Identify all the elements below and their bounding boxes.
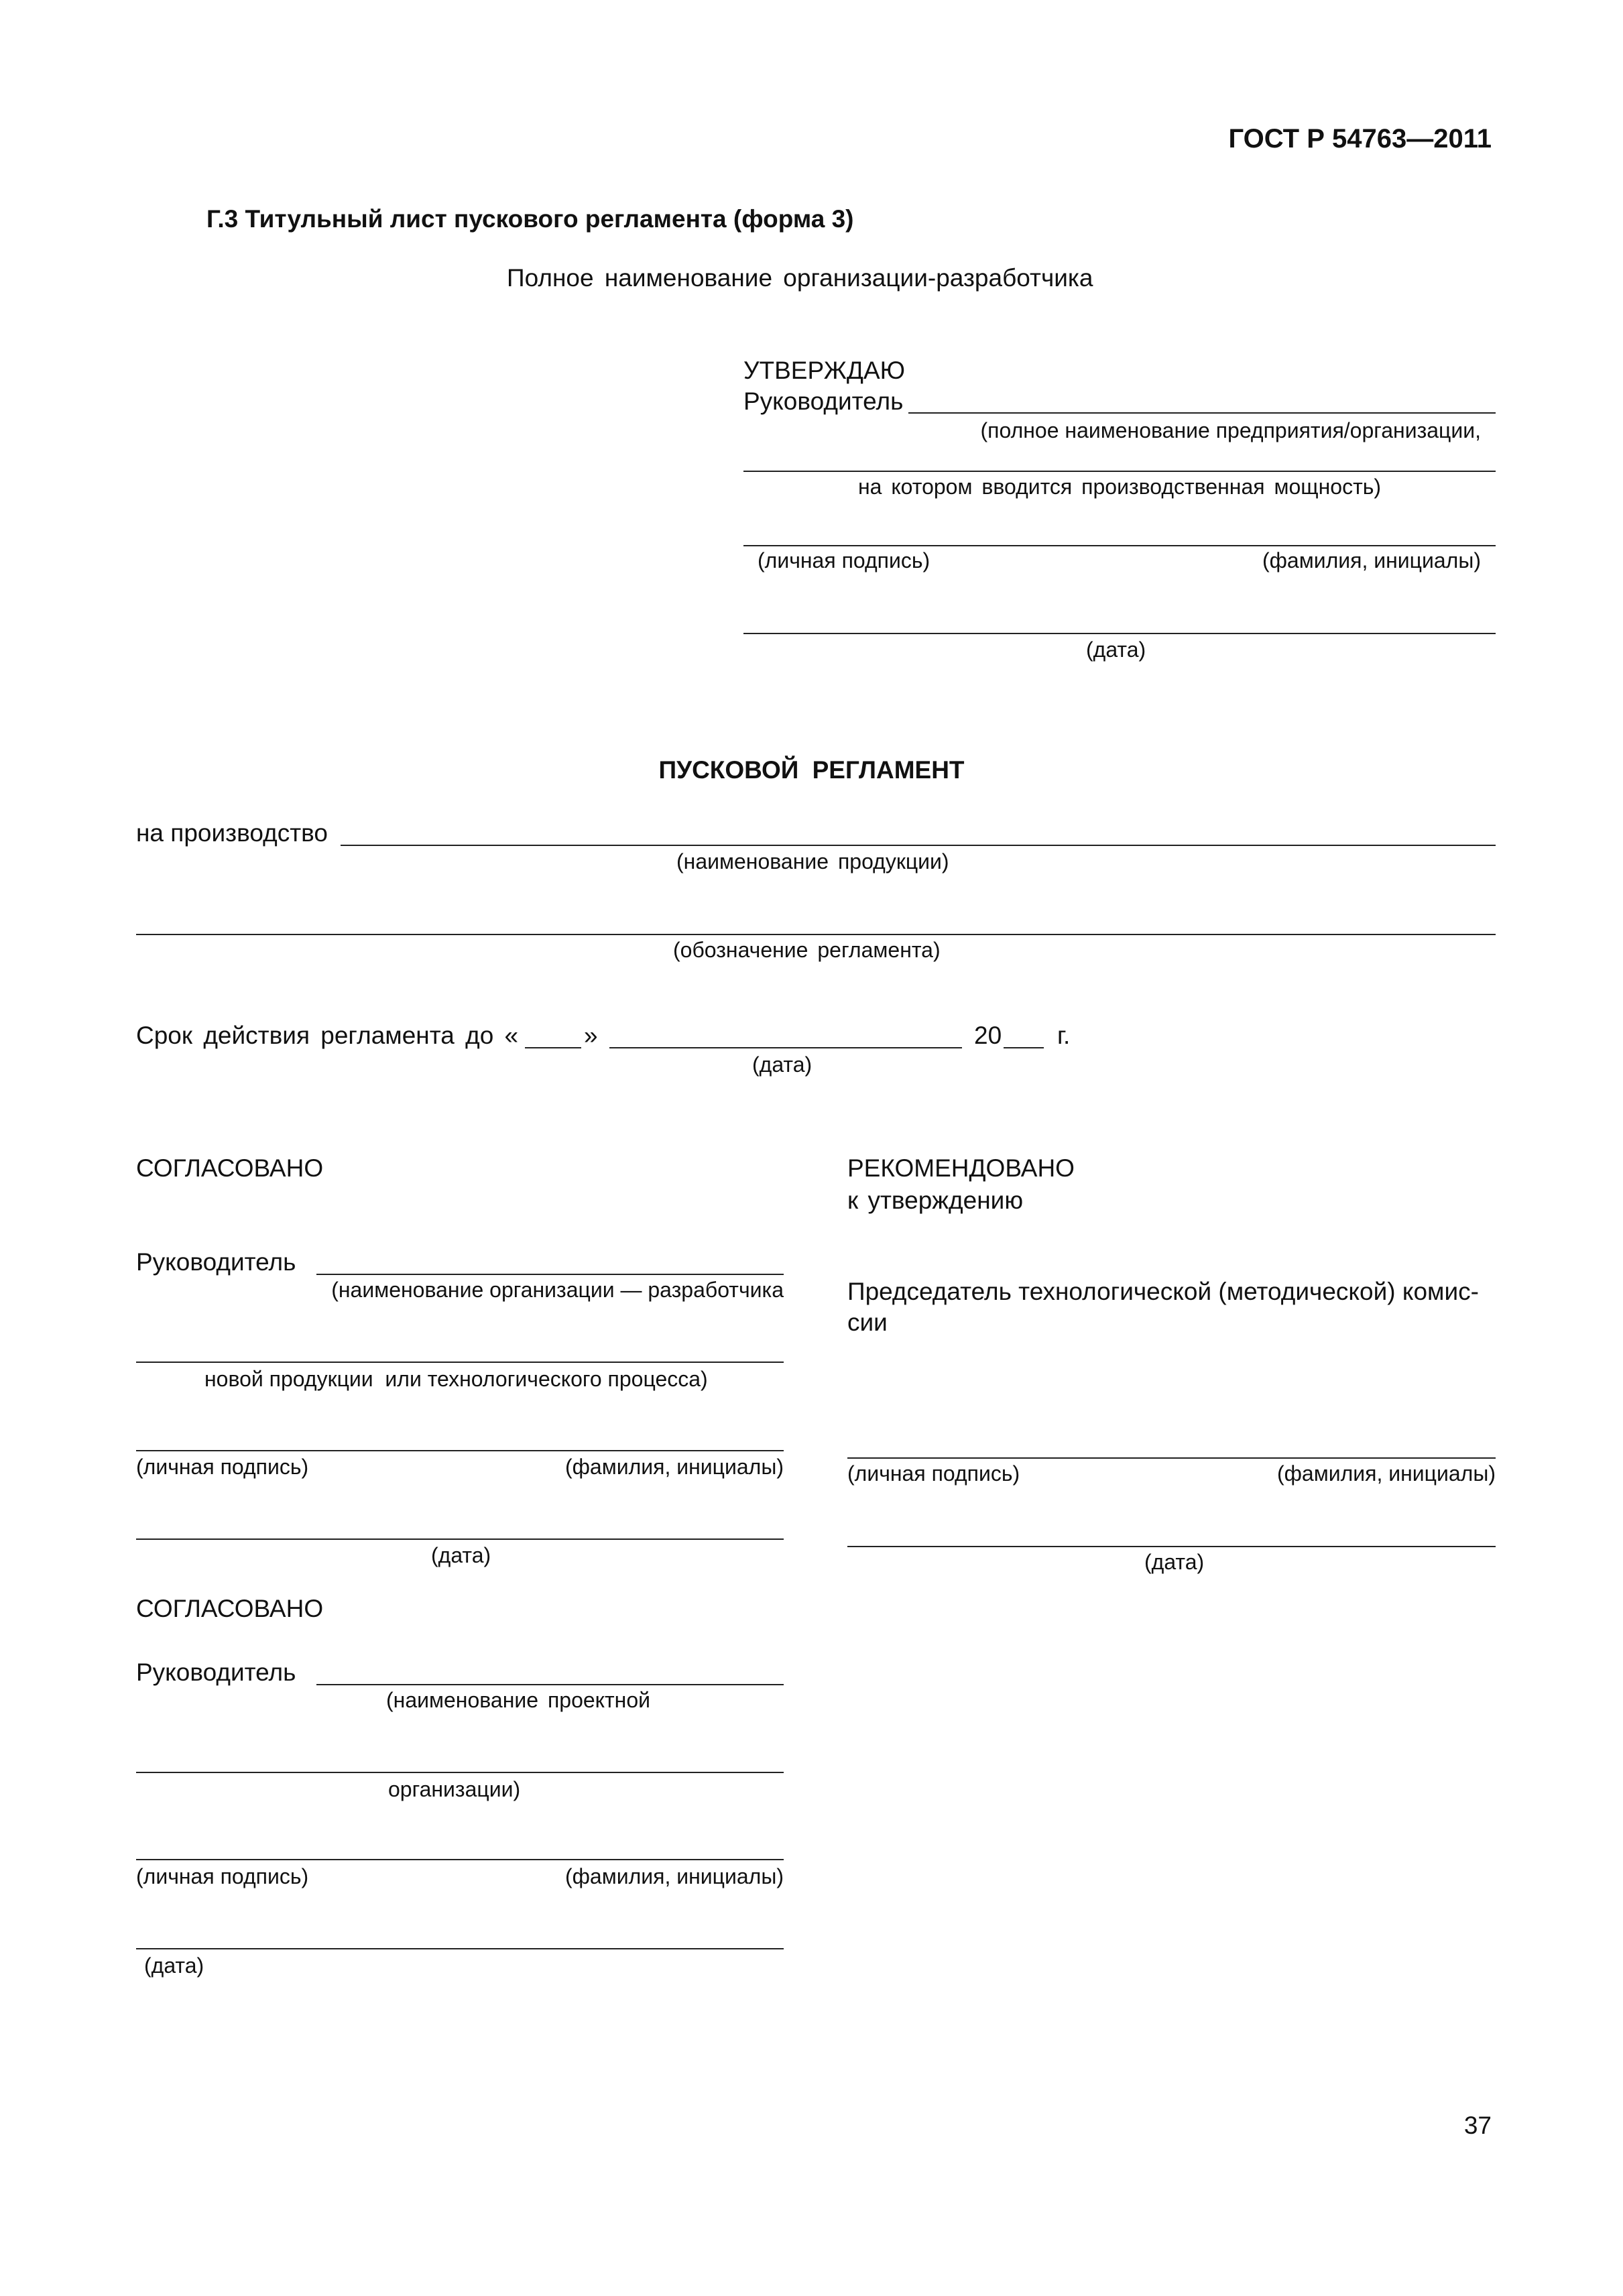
section-title: Г.3 Титульный лист пускового регламента (форма 3)	[206, 205, 854, 233]
approve-caption-org-2: на котором вводится производственная мощность)	[857, 475, 1382, 499]
approve-title: УТВЕРЖДАЮ	[743, 357, 906, 384]
recommended-caption-signature: (личная подпись)	[847, 1461, 1020, 1486]
agreed-1-head-label: Руководитель	[136, 1248, 296, 1276]
approve-head-label: Руководитель	[743, 387, 904, 415]
approve-head-line[interactable]	[908, 412, 1496, 414]
agreed-1-caption-date: (дата)	[431, 1543, 491, 1567]
agreed-1-org-line[interactable]	[136, 1362, 784, 1363]
agreed-1-caption-name: (фамилия, инициалы)	[564, 1455, 784, 1479]
agreed-2-caption-name: (фамилия, инициалы)	[564, 1864, 784, 1888]
agreed-2-caption-org-1: (наименование проектной	[386, 1688, 651, 1712]
agreed-2-head-label: Руководитель	[136, 1658, 296, 1686]
approve-date-line[interactable]	[743, 633, 1496, 634]
approve-signature-line[interactable]	[743, 545, 1496, 546]
approve-caption-signature: (личная подпись)	[758, 548, 930, 572]
agreed-2-title: СОГЛАСОВАНО	[136, 1595, 324, 1622]
agreed-1-date-line[interactable]	[136, 1538, 784, 1540]
validity-month-line[interactable]	[609, 1047, 962, 1048]
page-number: 37	[1463, 2112, 1492, 2139]
production-caption-designation: (обозначение регламента)	[673, 938, 941, 962]
validity-caption-date: (дата)	[752, 1052, 813, 1077]
agreed-2-caption-org-2: организации)	[388, 1777, 521, 1801]
production-designation-line[interactable]	[136, 934, 1496, 935]
recommended-signature-line[interactable]	[847, 1457, 1496, 1459]
approve-caption-date: (дата)	[1086, 638, 1146, 662]
approve-caption-name: (фамилия, инициалы)	[1262, 548, 1481, 572]
standard-code: ГОСТ Р 54763—2011	[1228, 124, 1492, 154]
recommended-chair-line-1: Председатель технологической (методической) комис-	[847, 1278, 1479, 1305]
recommended-caption-name: (фамилия, инициалы)	[1276, 1461, 1496, 1486]
recommended-date-line[interactable]	[847, 1546, 1496, 1547]
agreed-2-org-line[interactable]	[136, 1772, 784, 1773]
approve-caption-org-1: (полное наименование предприятия/организации,	[980, 418, 1481, 442]
validity-year-prefix: 20	[974, 1022, 1002, 1049]
approve-org-line[interactable]	[743, 471, 1496, 472]
production-product-line[interactable]	[341, 845, 1496, 846]
org-name-label: Полное наименование организации-разработчика	[507, 264, 1093, 292]
doc-title: ПУСКОВОЙ РЕГЛАМЕНТ	[658, 756, 965, 784]
agreed-2-caption-date: (дата)	[144, 1953, 204, 1978]
agreed-1-caption-org-2: новой продукции или технологического процесса)	[204, 1367, 708, 1391]
agreed-1-caption-org-1: (наименование организации — разработчика	[331, 1278, 784, 1302]
validity-year-line[interactable]	[1004, 1047, 1044, 1048]
recommended-caption-date: (дата)	[1144, 1550, 1205, 1574]
validity-label: Срок действия регламента до «	[136, 1022, 519, 1049]
production-caption-product: (наименование продукции)	[676, 849, 949, 873]
agreed-2-signature-line[interactable]	[136, 1859, 784, 1860]
agreed-1-caption-signature: (личная подпись)	[136, 1455, 309, 1479]
agreed-2-date-line[interactable]	[136, 1948, 784, 1949]
validity-close-quote: »	[584, 1022, 598, 1049]
production-label: на производство	[136, 819, 328, 847]
agreed-2-caption-signature: (личная подпись)	[136, 1864, 309, 1888]
validity-year-suffix: г.	[1057, 1022, 1071, 1049]
agreed-1-signature-line[interactable]	[136, 1450, 784, 1451]
agreed-2-head-line[interactable]	[316, 1684, 784, 1685]
recommended-title: РЕКОМЕНДОВАНО	[847, 1154, 1075, 1182]
validity-day-line[interactable]	[525, 1047, 581, 1048]
recommended-chair-line-2: сии	[847, 1309, 888, 1336]
recommended-subtitle: к утверждению	[847, 1187, 1024, 1214]
agreed-1-title: СОГЛАСОВАНО	[136, 1154, 324, 1182]
agreed-1-head-line[interactable]	[316, 1274, 784, 1275]
